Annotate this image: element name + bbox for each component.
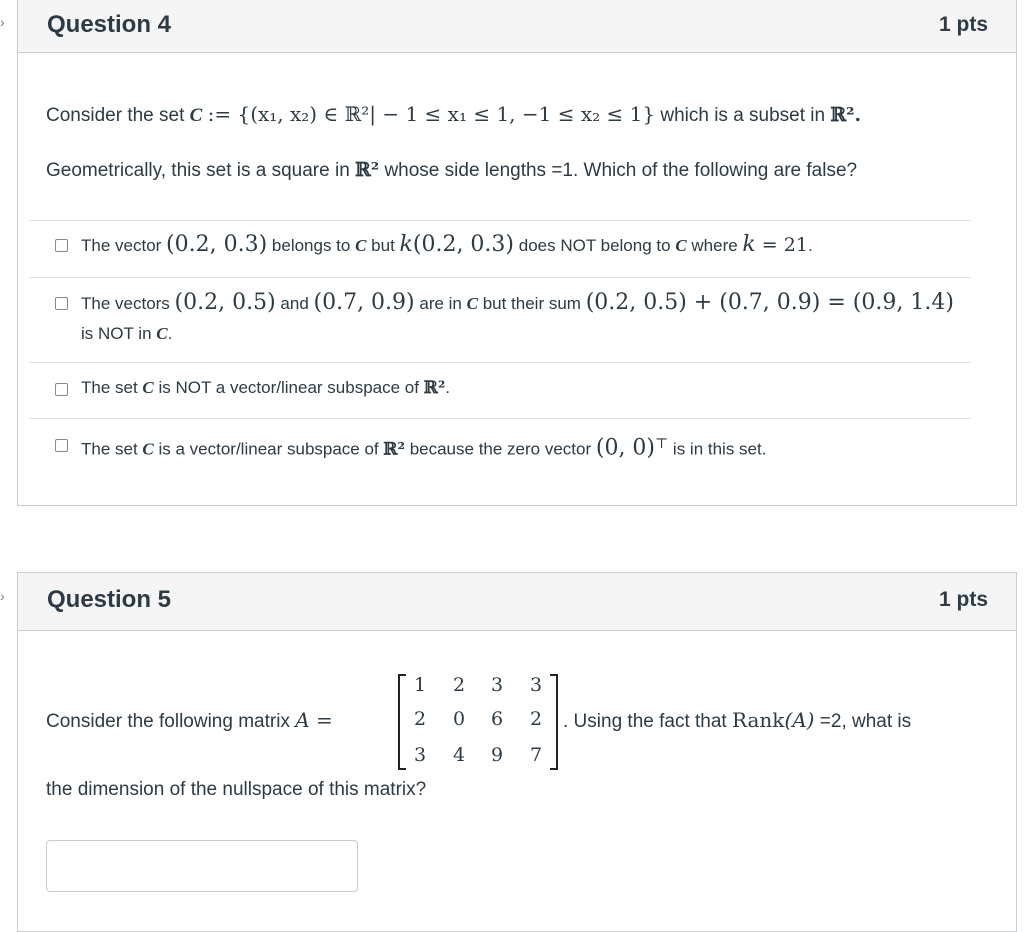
collapse-chevron-icon: ›	[0, 588, 5, 604]
answer-option-3[interactable]: The set C is NOT a vector/linear subspace of ℝ².	[81, 378, 450, 398]
matrix-cell: 0	[452, 708, 466, 730]
answer-checkbox-2[interactable]	[55, 297, 68, 310]
question-5-stem-line1a: Consider the following matrix A =	[46, 708, 333, 732]
matrix-cell: 2	[529, 708, 543, 730]
question-4-stem-line1: Consider the set C := {(x₁, x₂) ∈ ℝ²| − 1 ≤ x₁ ≤ 1, −1 ≤ x₂ ≤ 1} which is a subset in ℝ².	[46, 102, 862, 126]
matrix-cell: 7	[529, 744, 543, 766]
question-4-stem-line2: Geometrically, this set is a square in ℝ² whose side lengths =1. Which of the following are false?	[46, 159, 858, 181]
answer-option-2-line2: is NOT in C.	[81, 324, 173, 343]
answer-divider	[29, 220, 971, 221]
question-points: 1 pts	[938, 588, 988, 611]
answer-divider	[29, 362, 971, 363]
answer-input[interactable]	[46, 840, 358, 892]
answer-checkbox-1[interactable]	[55, 239, 68, 252]
answer-option-1[interactable]: The vector (0.2, 0.3) belongs to C but k(0.2, 0.3) does NOT belong to C where k = 21.	[81, 232, 813, 257]
answer-divider	[29, 418, 971, 419]
question-title: Question 5	[47, 586, 172, 613]
question-5-stem-line1b: . Using the fact that Rank(A) =2, what is	[563, 708, 912, 732]
matrix-cell: 9	[490, 744, 504, 766]
collapse-chevron-icon: ›	[0, 14, 5, 30]
matrix-left-bracket	[398, 674, 406, 770]
matrix-cell: 3	[413, 744, 427, 766]
matrix-cell: 3	[490, 674, 504, 696]
matrix-cell: 3	[529, 674, 543, 696]
answer-divider	[29, 277, 971, 278]
answer-option-2[interactable]: The vectors (0.2, 0.5) and (0.7, 0.9) are in C but their sum (0.2, 0.5) + (0.7, 0.9) = (0.9, 1.4)	[81, 290, 954, 315]
matrix-cell: 6	[490, 708, 504, 730]
question-5-header	[18, 573, 1016, 631]
answer-checkbox-3[interactable]	[55, 383, 68, 396]
matrix-A	[398, 672, 558, 772]
matrix-cell: 1	[413, 674, 427, 696]
question-4-header	[18, 0, 1016, 53]
answer-option-4[interactable]: The set C is a vector/linear subspace of ℝ² because the zero vector (0, 0)⊤ is in this set.	[81, 435, 767, 461]
question-points: 1 pts	[938, 13, 988, 36]
question-title: Question 4	[47, 11, 172, 38]
question-5-stem-line2: the dimension of the nullspace of this matrix?	[46, 779, 427, 800]
matrix-cell: 2	[413, 708, 427, 730]
matrix-cell: 4	[452, 744, 466, 766]
matrix-right-bracket	[550, 674, 558, 770]
answer-checkbox-4[interactable]	[55, 439, 68, 452]
matrix-cell: 2	[452, 674, 466, 696]
